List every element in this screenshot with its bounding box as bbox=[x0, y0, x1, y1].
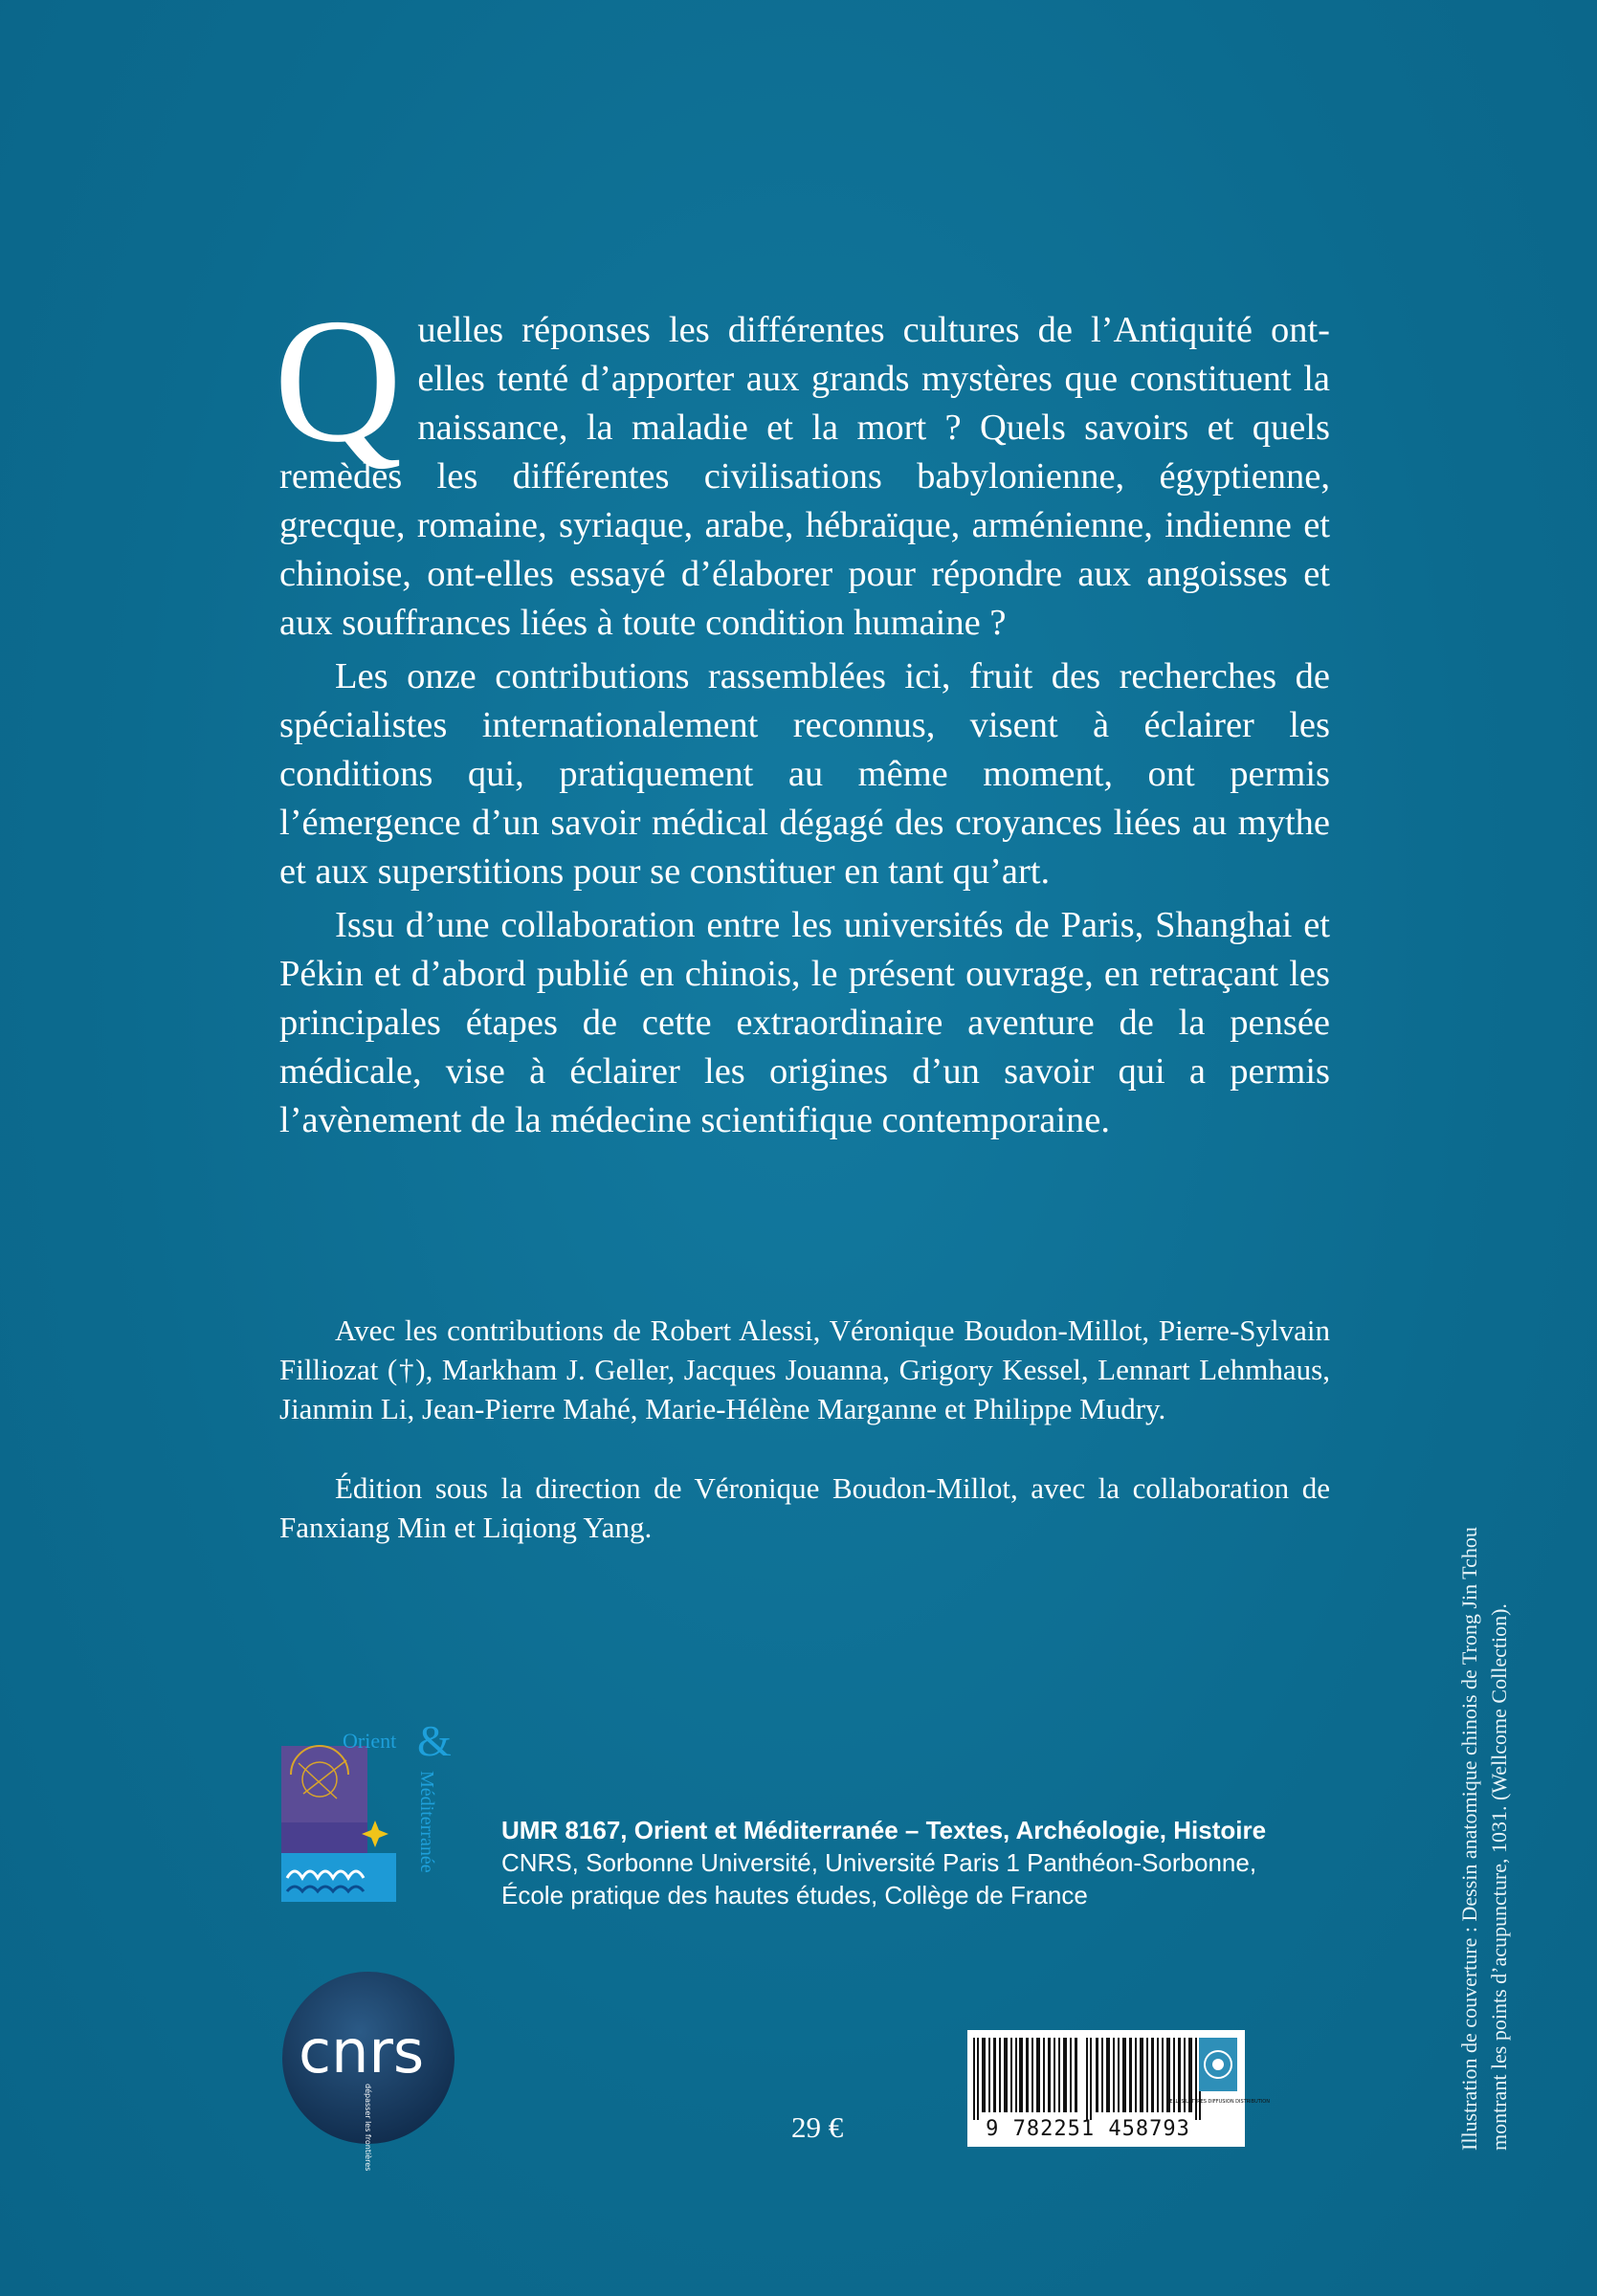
umr-title: UMR 8167, Orient et Méditerranée – Textes, Archéologie, Histoire bbox=[501, 1816, 1267, 1844]
isbn-barcode bbox=[967, 2030, 1270, 2147]
blurb-paragraph-3: Issu d’une collaboration entre les universités de Paris, Shanghai et Pékin et d’abord publié en chinois, le présent ouvrage, en retraçant les principales étapes de cette extraordinaire aventure de la pensée médicale, vise à éclairer les origines d’un savoir qui a permis l’avènement de la médecine scientifique contemporaine. bbox=[279, 905, 1330, 1140]
orient-mediterranee-logo bbox=[279, 1708, 466, 1904]
cnrs-tagline: dépasser les frontières bbox=[364, 2084, 372, 2172]
umr-line-3: École pratique des hautes études, Collège de France bbox=[501, 1881, 1088, 1910]
credit-line-1: Illustration de couverture : Dessin anatomique chinois de Trong Jin Tchou bbox=[1457, 1527, 1481, 2151]
logo-word-orient: Orient bbox=[343, 1729, 397, 1753]
back-cover-blurb bbox=[274, 282, 1330, 1150]
drop-cap: Q bbox=[274, 282, 403, 479]
barcode-bars bbox=[973, 2038, 1212, 2120]
logo-word-mediterranee: Méditerranée bbox=[416, 1771, 437, 1873]
contributors-text: Avec les contributions de Robert Alessi, Véronique Boudon-Millot, Pierre-Sylvain Filliozat (†), Markham J. Geller, Jacques Jouanna, Grigory Kessel, Lennart Lehmhaus, Jianmin Li, Jean-Pierre Mahé, Marie-Hélène Marganne et Philippe Mudry. bbox=[279, 1314, 1330, 1425]
distributor-name: BELLES LETTRES DIFFUSION DISTRIBUTION bbox=[1166, 2099, 1270, 2105]
blurb-paragraph-2: Les onze contributions rassemblées ici, fruit des recherches de spécialistes internationalement reconnus, visent à éclairer les conditions qui, pratiquement au même moment, ont permis l’émergence d’un savoir médical dégagé des croyances liées au mythe et aux superstitions pour se constituer en tant qu’art. bbox=[279, 656, 1330, 892]
edition-text: Édition sous la direction de Véronique Boudon-Millot, avec la collaboration de Fanxiang Min et Liqiong Yang. bbox=[279, 1471, 1330, 1544]
blurb-paragraph-1: Quelles réponses les différentes cultures de l’Antiquité ont-elles tenté d’apporter aux grands mystères que constituent la naissance, la maladie et la mort ? Quels savoirs et quels remèdes les différentes civilisations babylonienne, égyptienne, grecque, romaine, syriaque, arabe, hébraïque, arménienne, indienne et chinoise, ont-elles essayé d’élaborer pour répondre aux angoisses et aux souffrances liées à toute condition humaine ? bbox=[274, 282, 1330, 643]
credit-line-2: montrant les points d’acupuncture, 1031. (Wellcome Collection). bbox=[1487, 1603, 1511, 2151]
umr-line-2: CNRS, Sorbonne Université, Université Paris 1 Panthéon-Sorbonne, bbox=[501, 1848, 1257, 1877]
price-label: 29 € bbox=[791, 2110, 844, 2144]
logo-ampersand: & bbox=[417, 1716, 452, 1765]
cnrs-logo bbox=[279, 1969, 457, 2172]
belles-lettres-logo bbox=[1166, 2036, 1270, 2141]
isbn-number: 9 782251 458793 bbox=[986, 2117, 1190, 2141]
cover-illustration-credit bbox=[1454, 1452, 1514, 2151]
cnrs-wordmark: cnrs bbox=[299, 2017, 425, 2086]
umr-affiliation bbox=[501, 1814, 1343, 1911]
credits-block bbox=[279, 1311, 1330, 1587]
